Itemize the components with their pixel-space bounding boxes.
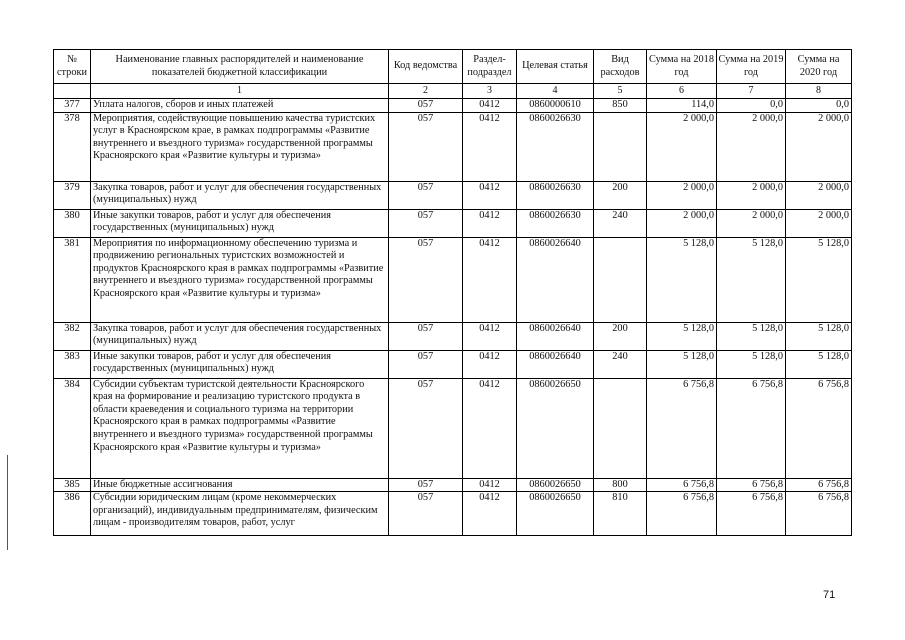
- table-row: [54, 322, 852, 350]
- row-number: 384: [54, 378, 91, 478]
- row-number: 378: [54, 112, 91, 181]
- row-sum-2018: 2 000,0: [647, 209, 717, 237]
- row-type: 240: [594, 350, 647, 378]
- row-number: 382: [54, 322, 91, 350]
- row-sum-2019: 5 128,0: [717, 322, 786, 350]
- row-type: [594, 112, 647, 181]
- row-target: 0860026630: [517, 209, 594, 237]
- row-sum-2020: 5 128,0: [786, 237, 852, 322]
- column-number: 1: [91, 84, 389, 99]
- row-target: 0860000610: [517, 99, 594, 113]
- row-sum-2019: 2 000,0: [717, 181, 786, 209]
- row-section: 0412: [463, 209, 517, 237]
- row-type: 240: [594, 209, 647, 237]
- row-sum-2018: 5 128,0: [647, 350, 717, 378]
- row-sum-2020: 6 756,8: [786, 378, 852, 478]
- row-type: 850: [594, 99, 647, 113]
- header-target: Целевая статья: [517, 50, 594, 84]
- row-sum-2018: 6 756,8: [647, 478, 717, 492]
- scan-edge-mark: [7, 455, 8, 550]
- table-row: [54, 350, 852, 378]
- column-number: 4: [517, 84, 594, 99]
- row-type: 800: [594, 478, 647, 492]
- row-type: [594, 378, 647, 478]
- row-name: Закупка товаров, работ и услуг для обеспечения государственных (муниципальных) нужд: [91, 322, 389, 350]
- row-section: 0412: [463, 99, 517, 113]
- header-name: Наименование главных распорядителей и наименование показателей бюджетной классификации: [91, 50, 389, 84]
- row-sum-2020: 5 128,0: [786, 350, 852, 378]
- row-sum-2019: 2 000,0: [717, 209, 786, 237]
- header-sum-2020: Сумма на 2020 год: [786, 50, 852, 84]
- row-sum-2019: 5 128,0: [717, 350, 786, 378]
- row-sum-2018: 6 756,8: [647, 378, 717, 478]
- row-code: 057: [389, 322, 463, 350]
- column-number: 6: [647, 84, 717, 99]
- row-target: 0860026630: [517, 112, 594, 181]
- table-row: [54, 181, 852, 209]
- row-sum-2018: 5 128,0: [647, 322, 717, 350]
- table-row: [54, 378, 852, 478]
- page-number: 71: [823, 589, 836, 601]
- row-section: 0412: [463, 112, 517, 181]
- row-sum-2019: 6 756,8: [717, 378, 786, 478]
- row-sum-2018: 6 756,8: [647, 492, 717, 536]
- row-number: 383: [54, 350, 91, 378]
- row-target: 0860026650: [517, 478, 594, 492]
- row-sum-2020: 6 756,8: [786, 492, 852, 536]
- row-name: Уплата налогов, сборов и иных платежей: [91, 99, 389, 113]
- header-sum-2019: Сумма на 2019 год: [717, 50, 786, 84]
- table-row: [54, 209, 852, 237]
- row-sum-2019: 2 000,0: [717, 112, 786, 181]
- row-sum-2018: 2 000,0: [647, 181, 717, 209]
- row-type: [594, 237, 647, 322]
- row-target: 0860026650: [517, 492, 594, 536]
- column-number: 7: [717, 84, 786, 99]
- row-code: 057: [389, 378, 463, 478]
- row-number: 380: [54, 209, 91, 237]
- row-sum-2020: 0,0: [786, 99, 852, 113]
- header-type: Вид расходов: [594, 50, 647, 84]
- row-sum-2020: 2 000,0: [786, 181, 852, 209]
- row-sum-2020: 2 000,0: [786, 209, 852, 237]
- table-row: [54, 99, 852, 113]
- column-number: 3: [463, 84, 517, 99]
- row-target: 0860026640: [517, 237, 594, 322]
- column-number-blank: [54, 84, 91, 99]
- row-target: 0860026640: [517, 322, 594, 350]
- row-section: 0412: [463, 478, 517, 492]
- row-section: 0412: [463, 350, 517, 378]
- row-section: 0412: [463, 492, 517, 536]
- row-name: Субсидии юридическим лицам (кроме некоммерческих организаций), индивидуальным предпринимателям, физическим лицам - производителям товаров, работ, услуг: [91, 492, 389, 536]
- row-code: 057: [389, 350, 463, 378]
- row-sum-2019: 6 756,8: [717, 478, 786, 492]
- row-target: 0860026630: [517, 181, 594, 209]
- row-sum-2019: 5 128,0: [717, 237, 786, 322]
- row-sum-2018: 2 000,0: [647, 112, 717, 181]
- row-section: 0412: [463, 378, 517, 478]
- row-number: 381: [54, 237, 91, 322]
- row-type: 200: [594, 322, 647, 350]
- row-name: Закупка товаров, работ и услуг для обеспечения государственных (муниципальных) нужд: [91, 181, 389, 209]
- row-number: 377: [54, 99, 91, 113]
- header-section: Раздел-подраздел: [463, 50, 517, 84]
- row-target: 0860026650: [517, 378, 594, 478]
- column-number-row: [54, 84, 852, 99]
- row-target: 0860026640: [517, 350, 594, 378]
- row-sum-2020: 5 128,0: [786, 322, 852, 350]
- row-code: 057: [389, 99, 463, 113]
- row-name: Мероприятия по информационному обеспечению туризма и продвижению региональных туристских возможностей и продуктов Красноярского края в рамках подпрограммы «Развитие внутреннего и въездного туризма» государственной программы Красноярского края «Развитие культуры и туризма»: [91, 237, 389, 322]
- table-row: [54, 492, 852, 536]
- row-code: 057: [389, 478, 463, 492]
- row-name: Иные закупки товаров, работ и услуг для обеспечения государственных (муниципальных) нужд: [91, 209, 389, 237]
- budget-table: [53, 49, 852, 536]
- header-row-no: № строки: [54, 50, 91, 84]
- column-number: 8: [786, 84, 852, 99]
- row-section: 0412: [463, 237, 517, 322]
- row-code: 057: [389, 209, 463, 237]
- row-name: Иные закупки товаров, работ и услуг для обеспечения государственных (муниципальных) нужд: [91, 350, 389, 378]
- header-row: [54, 50, 852, 84]
- row-code: 057: [389, 492, 463, 536]
- header-sum-2018: Сумма на 2018 год: [647, 50, 717, 84]
- row-section: 0412: [463, 181, 517, 209]
- table-row: [54, 237, 852, 322]
- header-code: Код ведомства: [389, 50, 463, 84]
- row-type: 810: [594, 492, 647, 536]
- row-sum-2020: 2 000,0: [786, 112, 852, 181]
- row-sum-2018: 114,0: [647, 99, 717, 113]
- row-number: 379: [54, 181, 91, 209]
- table-row: [54, 112, 852, 181]
- row-sum-2019: 0,0: [717, 99, 786, 113]
- row-type: 200: [594, 181, 647, 209]
- row-sum-2019: 6 756,8: [717, 492, 786, 536]
- row-name: Мероприятия, содействующие повышению качества туристских услуг в Красноярском крае, в рамках подпрограммы «Развитие внутреннего и въездного туризма» государственной программы Красноярского края «Развитие культуры и туризма»: [91, 112, 389, 181]
- row-name: Субсидии субъектам туристской деятельности Красноярского края на формирование и реализацию туристского продукта в области краеведения и социального туризма на территории Красноярского края в рамках подпрограммы «Развитие внутреннего и въездного туризма» государственной программы Красноярского края «Развитие культуры и туризма»: [91, 378, 389, 478]
- row-sum-2020: 6 756,8: [786, 478, 852, 492]
- row-section: 0412: [463, 322, 517, 350]
- table-row: [54, 478, 852, 492]
- row-code: 057: [389, 237, 463, 322]
- row-sum-2018: 5 128,0: [647, 237, 717, 322]
- column-number: 2: [389, 84, 463, 99]
- row-name: Иные бюджетные ассигнования: [91, 478, 389, 492]
- row-number: 385: [54, 478, 91, 492]
- row-code: 057: [389, 181, 463, 209]
- row-number: 386: [54, 492, 91, 536]
- column-number: 5: [594, 84, 647, 99]
- row-code: 057: [389, 112, 463, 181]
